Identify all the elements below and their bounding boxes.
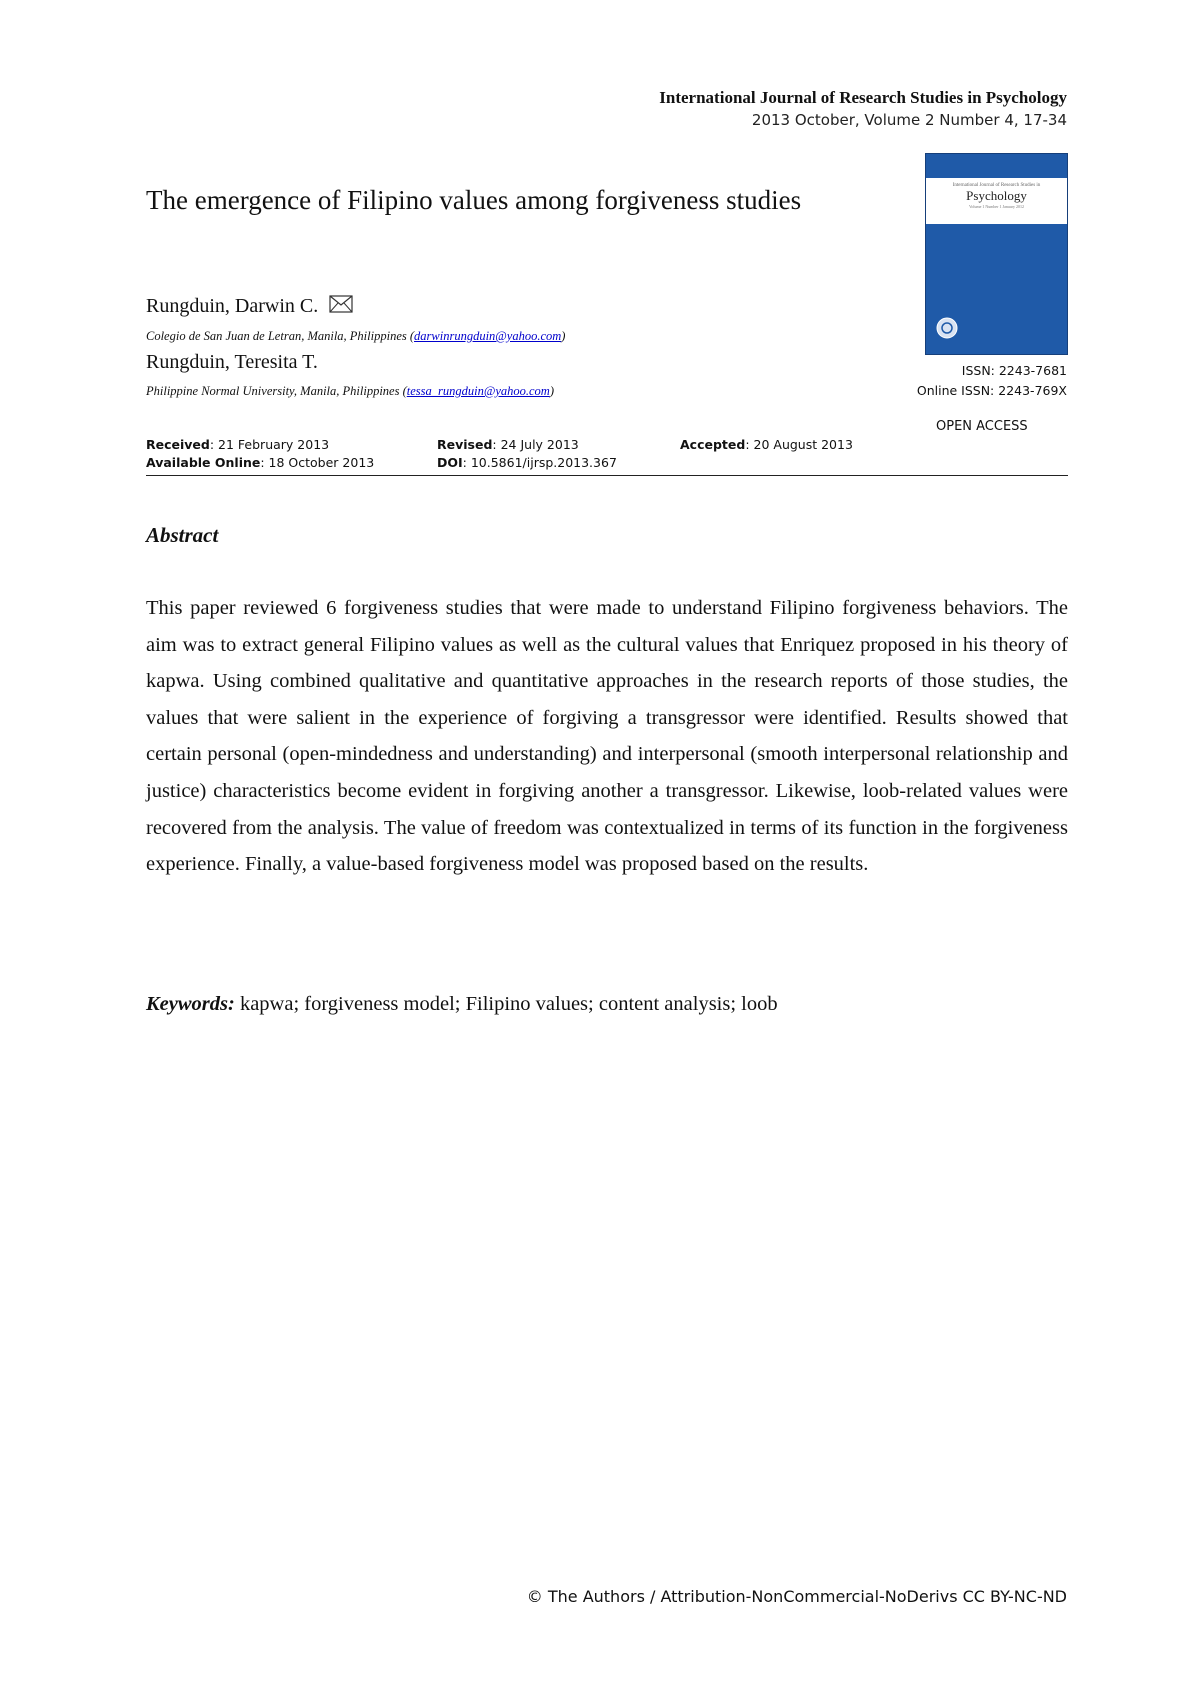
keywords-text: kapwa; forgiveness model; Filipino values; content analysis; loob: [234, 993, 778, 1015]
emblem-icon: [936, 317, 958, 344]
author-2: [146, 351, 318, 374]
journal-name: International Journal of Research Studies in Psychology: [659, 88, 1067, 107]
doi: DOI: 10.5861/ijrsp.2013.367: [437, 455, 617, 470]
cover-title-band: [926, 178, 1067, 224]
author-2-affiliation: Philippine Normal University, Manila, Philippines (tessa_rungduin@yahoo.com): [146, 384, 555, 398]
abstract-heading: Abstract: [146, 523, 219, 547]
issn-online: Online ISSN: 2243-769X: [916, 383, 1067, 398]
keywords-label: Keywords:: [146, 993, 235, 1015]
header-divider: [146, 475, 1068, 476]
author-1: [146, 295, 353, 319]
received-date: Received: 21 February 2013: [146, 437, 330, 452]
cover-top-text: International Journal of Research Studies in: [952, 183, 1041, 188]
mail-icon[interactable]: [329, 295, 353, 319]
journal-issue: 2013 October, Volume 2 Number 4, 17-34: [751, 111, 1067, 129]
revised-date: Revised: 24 July 2013: [437, 437, 579, 452]
cover-subject: Psychology: [966, 188, 1027, 203]
author-2-email-link[interactable]: tessa_rungduin@yahoo.com: [406, 384, 550, 398]
keywords: [146, 993, 778, 1016]
journal-header: [659, 88, 1067, 129]
paper-title: The emergence of Filipino values among forgiveness studies: [146, 185, 802, 215]
author-1-email-link[interactable]: darwinrungduin@yahoo.com: [414, 329, 562, 343]
issn-print: ISSN: 2243-7681: [961, 363, 1067, 378]
accepted-date: Accepted: 20 August 2013: [680, 437, 853, 452]
author-name: Rungduin, Teresita T.: [146, 351, 318, 373]
license-footer: © The Authors / Attribution-NonCommercial-NoDerivs CC BY-NC-ND: [526, 1587, 1067, 1606]
abstract-text: This paper reviewed 6 forgiveness studies that were made to understand Filipino forgiveness behaviors. The aim was to extract general Filipino values as well as the cultural values that Enriquez proposed in his theory of kapwa. Using combined qualitative and quantitative approaches in the research reports of those studies, the values that were salient in the experience of forgiving a transgressor were identified. Results showed that certain personal (open-mindedness and understanding) and interpersonal (smooth interpersonal relationship and justice) characteristics become evident in forgiving another a transgressor. Likewise, loob-related values were recovered from the analysis. The value of freedom was contextualized in terms of its function in the forgiveness experience. Finally, a value-based forgiveness model was proposed based on the results.: [146, 597, 1068, 876]
open-access-label: OPEN ACCESS: [936, 419, 1028, 434]
author-1-affiliation: Colegio de San Juan de Letran, Manila, Philippines (darwinrungduin@yahoo.com): [146, 329, 566, 343]
journal-cover-image: [925, 153, 1068, 355]
online-date: Available Online: 18 October 2013: [146, 455, 375, 470]
author-name: Rungduin, Darwin C.: [146, 295, 319, 317]
cover-sub-text: Volume 1 Number 1 January 2012: [969, 204, 1024, 209]
